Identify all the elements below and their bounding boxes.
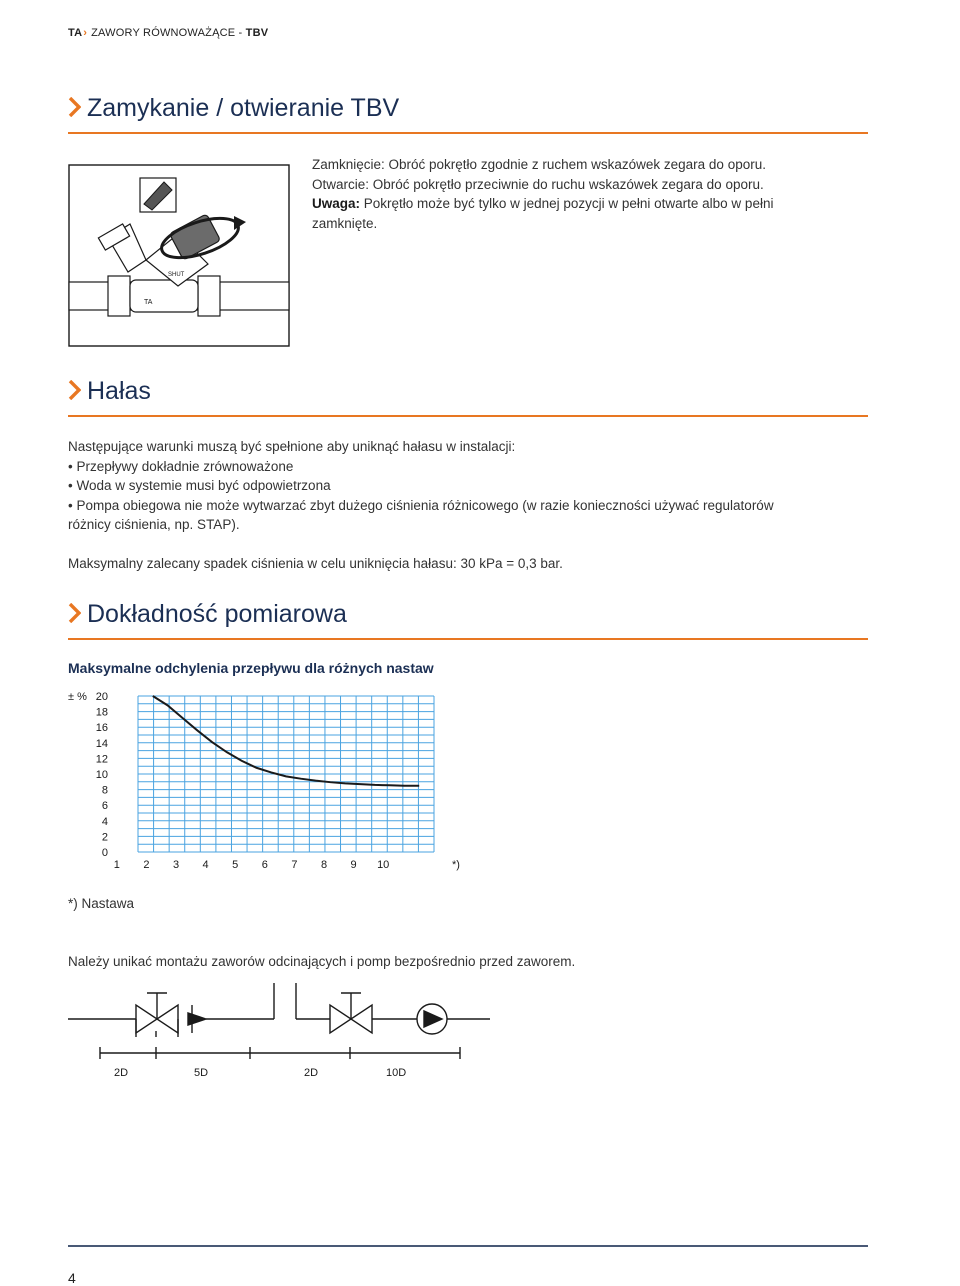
section-title-noise [68, 377, 151, 406]
x-axis-suffix: *) [452, 859, 460, 871]
max-pressure-drop: Maksymalny zalecany spadek ciśnienia w celu uniknięcia hałasu: 30 kPa = 0,3 bar. [68, 556, 563, 571]
section-divider [68, 415, 868, 417]
chevron-right-icon [68, 380, 81, 400]
noise-intro: Następujące warunki muszą być spełnione aby uniknąć hałasu w instalacji: [68, 439, 516, 454]
list-item: • Przepływy dokładnie zrównoważone [68, 458, 294, 474]
header-section: ZAWORY RÓWNOWAŻĄCE - [91, 27, 246, 39]
close-instruction: Zamknięcie: Obróć pokrętło zgodnie z ruchem wskazówek zegara do oporu. [312, 157, 766, 172]
y-tick-label: 16 [95, 722, 108, 735]
y-tick-label: 8 [101, 784, 108, 797]
noise-conditions [68, 437, 868, 535]
section-divider [68, 132, 868, 134]
series-line [153, 696, 419, 786]
header-product: TBV [245, 27, 269, 39]
x-tick-label: 1 [113, 859, 120, 871]
footer-divider [68, 1245, 868, 1247]
svg-text:TA: TA [144, 299, 153, 306]
section-title-accuracy [68, 600, 347, 629]
installation-distance-diagram [60, 975, 500, 1085]
note-label: Uwaga: [312, 196, 361, 211]
x-tick-label: 7 [291, 859, 298, 871]
y-unit-label: ± % [68, 691, 87, 703]
x-tick-label: 5 [232, 859, 239, 871]
section-title-text: Hałas [87, 377, 151, 405]
x-tick-label: 2 [143, 859, 150, 871]
chevron-right-icon: › [83, 27, 88, 39]
setting-footnote: *) Nastawa [68, 896, 135, 911]
section-divider [68, 638, 868, 640]
section-title-text: Zamykanie / otwieranie TBV [87, 94, 400, 122]
y-tick-label: 18 [95, 706, 108, 719]
distance-label: 2D [304, 1067, 319, 1079]
x-tick-label: 4 [202, 859, 209, 871]
y-tick-label: 0 [101, 847, 108, 859]
distance-label: 5D [194, 1067, 209, 1079]
y-tick-label: 12 [95, 753, 108, 766]
chevron-right-icon [68, 603, 81, 623]
x-tick-label: 6 [261, 859, 268, 871]
distance-label: 10D [386, 1067, 407, 1079]
running-header [68, 27, 268, 39]
section-title-text: Dokładność pomiarowa [87, 600, 347, 628]
x-tick-label: 9 [350, 859, 357, 871]
closing-instructions [312, 155, 832, 233]
distance-label: 2D [114, 1067, 129, 1079]
x-tick-label: 10 [377, 859, 390, 871]
y-tick-label: 14 [95, 737, 108, 750]
x-tick-label: 8 [320, 859, 328, 871]
chevron-right-icon [68, 97, 81, 117]
list-item-continued: różnicy ciśnienia, np. STAP). [68, 517, 240, 532]
y-tick-label: 6 [101, 800, 108, 813]
header-brand: TA [68, 27, 83, 39]
svg-text:SHUT: SHUT [168, 272, 185, 278]
list-item: • Pompa obiegowa nie może wytwarzać zbyt dużego ciśnienia różnicowego (w razie konieczności używać regulatorów [68, 497, 774, 513]
page-number: 4 [68, 1270, 76, 1286]
y-tick-label: 20 [95, 691, 108, 703]
open-instruction: Otwarcie: Obróć pokrętło przeciwnie do ruchu wskazówek zegara do oporu. [312, 176, 764, 192]
deviation-chart [60, 688, 480, 874]
note-text: Pokrętło może być tylko w jednej pozycji w pełni otwarte albo w pełni zamknięte. [312, 196, 774, 231]
y-tick-label: 4 [101, 815, 108, 828]
chart-title: Maksymalne odchylenia przepływu dla różnych nastaw [68, 660, 434, 676]
note [312, 194, 832, 233]
section-title-closing [68, 94, 399, 123]
valve-handle-turning-icon [68, 164, 290, 347]
list-item: • Woda w systemie musi być odpowietrzona [68, 478, 331, 493]
installation-note: Należy unikać montażu zaworów odcinających i pomp bezpośrednio przed zaworem. [68, 954, 576, 969]
y-tick-label: 10 [95, 769, 108, 781]
x-tick-label: 3 [172, 859, 180, 871]
y-tick-label: 2 [101, 831, 108, 844]
